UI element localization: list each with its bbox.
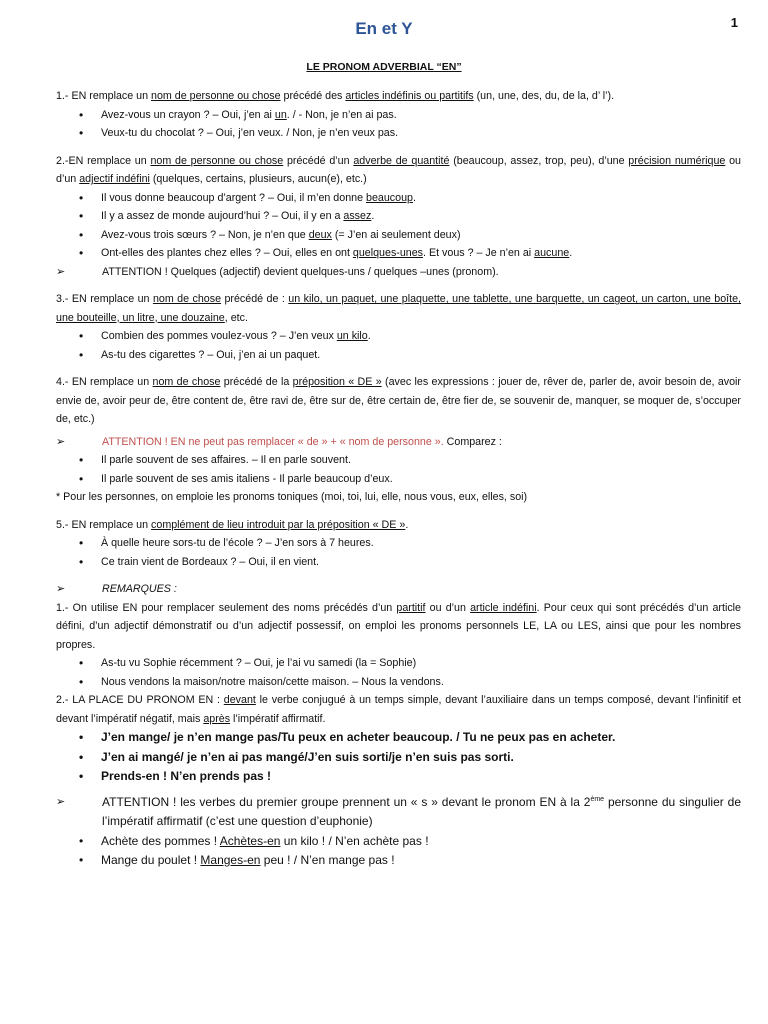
example-list <box>56 534 741 571</box>
example-list <box>56 728 741 787</box>
list-item: • Il parle souvent de ses affaires. – Il en parle souvent. <box>101 451 741 470</box>
remarks <box>56 580 741 787</box>
list-item: • À quelle heure sors-tu de l’école ? – J’en sors à 7 heures. <box>101 534 741 553</box>
attention-note: ➢ ATTENTION ! Quelques (adjectif) devient quelques-uns / quelques –unes (pronom). <box>56 263 741 282</box>
rule-1-text: 1.- EN remplace un nom de personne ou chose précédé des articles indéfinis ou partitifs (un, une, des, du, de la, d’ l’). <box>56 90 615 102</box>
rule-4 <box>56 373 741 507</box>
footnote: * Pour les personnes, on emploie les pronoms toniques (moi, toi, lui, elle, nous vous, eux, elles, soi) <box>56 491 528 503</box>
rule-2 <box>56 152 741 282</box>
example-list <box>56 327 741 364</box>
list-item: • Avez-vous un crayon ? – Oui, j’en ai un. / - Non, je n’en ai pas. <box>101 106 741 125</box>
remark-2: 2.- LA PLACE DU PRONOM EN : devant le verbe conjugué à un temps simple, devant l’auxiliaire dans un temps composé, devant l’infinitif et devant l’impératif négatif, mais après l’impératif affirmatif. <box>56 694 741 725</box>
arrow-icon: ➢ <box>56 265 66 278</box>
arrow-icon: ➢ <box>56 435 66 448</box>
list-item: • Prends-en ! N’en prends pas ! <box>101 767 741 787</box>
rule-5 <box>56 516 741 572</box>
example-list <box>56 106 741 143</box>
list-item: • Nous vendons la maison/notre maison/cette maison. – Nous la vendons. <box>101 673 741 692</box>
list-item: • J’en ai mangé/ je n’en ai pas mangé/J’en suis sorti/je n’en suis pas sorti. <box>101 748 741 768</box>
list-item: • Il y a assez de monde aujourd’hui ? – Oui, il y en a assez. <box>101 207 741 226</box>
list-item: • Il vous donne beaucoup d’argent ? – Oui, il m’en donne beaucoup. <box>101 189 741 208</box>
list-item: • As-tu des cigarettes ? – Oui, j’en ai un paquet. <box>101 346 741 365</box>
list-item: • As-tu vu Sophie récemment ? – Oui, je l’ai vu samedi (la = Sophie) <box>101 654 741 673</box>
list-item: • Ont-elles des plantes chez elles ? – Oui, elles en ont quelques-unes. Et vous ? – Je n’en ai aucune. <box>101 244 741 263</box>
document-title: En et Y <box>355 19 413 38</box>
rule-5-text: 5.- EN remplace un complément de lieu introduit par la préposition « DE ». <box>56 518 409 531</box>
rule-3-text: 3.- EN remplace un nom de chose précédé de : un kilo, un paquet, une plaquette, une tablette, une barquette, un cageot, un carton, une boîte, une bouteille, un litre, une douzaine, etc. <box>56 293 742 324</box>
list-item: • Ce train vient de Bordeaux ? – Oui, il en vient. <box>101 553 741 572</box>
example-list <box>56 451 741 488</box>
attention-note: ➢ ATTENTION ! EN ne peut pas remplacer « de » + « nom de personne ». Comparez : <box>56 433 741 452</box>
list-item: • Combien des pommes voulez-vous ? – J’en veux un kilo. <box>101 327 741 346</box>
list-item: • Veux-tu du chocolat ? – Oui, j’en veux. / Non, je n’en veux pas. <box>101 124 741 143</box>
attention-note: ➢ ATTENTION ! les verbes du premier groupe prennent un « s » devant le pronom EN à la 2ème personne du singulier de l’impératif affirmatif (c’est une question d’euphonie) <box>56 794 741 828</box>
example-list <box>56 832 741 871</box>
arrow-icon: ➢ <box>56 795 66 808</box>
list-item: • Il parle souvent de ses amis italiens - Il parle beaucoup d’eux. <box>101 470 741 489</box>
remark-1: 1.- On utilise EN pour remplacer seulement des noms précédés d’un partitif ou d’un article indéfini. Pour ceux qui sont précédés d’un article défini, d’un adjectif démonstratif ou d’un adjectif possessif, on emploi les pronoms personnels LE, LA ou LES, ainsi que pour les nombres propres. <box>56 601 741 651</box>
example-list <box>56 189 741 263</box>
document-body <box>56 87 741 880</box>
example-list <box>56 654 741 691</box>
page-number: 1 <box>730 15 738 30</box>
rule-2-text: 2.-EN remplace un nom de personne ou chose précédé d’un adverbe de quantité (beaucoup, assez, trop, peu), d’une précision numérique ou d’un adjectif indéfini (quelques, certains, plusieurs, aucun(e), etc.) <box>56 154 741 185</box>
rule-3 <box>56 290 741 364</box>
final-attention <box>56 793 741 871</box>
rule-4-text: 4.- EN remplace un nom de chose précédé de la préposition « DE » (avec les expressions : jouer de, rêver de, parler de, avoir besoin de, avoir envie de, avoir peur de, être content de, être ravi de, être sur de, être certain de, être fier de, se souvenir de, manquer, se moquer de, s’occuper de, etc.) <box>56 376 741 425</box>
rule-1 <box>56 87 741 143</box>
list-item: • Achète des pommes ! Achètes-en un kilo ! / N’en achète pas ! <box>101 832 741 852</box>
arrow-icon: ➢ <box>56 583 66 595</box>
list-item: • J’en mange/ je n’en mange pas/Tu peux en acheter beaucoup. / Tu ne peux pas en acheter. <box>101 728 741 748</box>
remarks-heading: ➢ REMARQUES : <box>56 580 741 599</box>
list-item: • Mange du poulet ! Manges-en peu ! / N’en mange pas ! <box>101 851 741 871</box>
list-item: • Avez-vous trois sœurs ? – Non, je n’en que deux (= J’en ai seulement deux) <box>101 226 741 245</box>
section-heading: LE PRONOM ADVERBIAL “EN” <box>306 61 462 73</box>
